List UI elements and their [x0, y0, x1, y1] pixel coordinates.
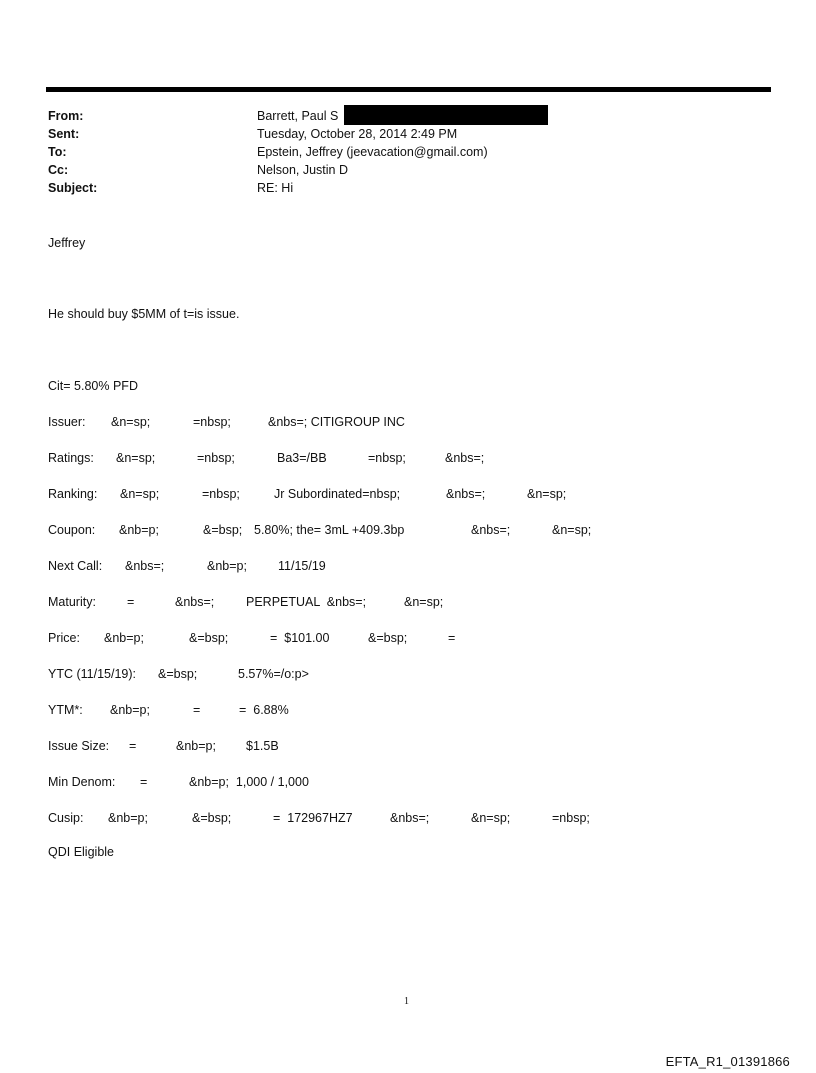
detail-label: Coupon:	[48, 523, 96, 537]
detail-value: =	[140, 775, 148, 789]
qdi-eligible: QDI Eligible	[48, 845, 114, 859]
detail-value: &nb=p;	[119, 523, 159, 537]
detail-value: &nb=p;	[207, 559, 247, 573]
detail-label: Issue Size:	[48, 739, 110, 753]
detail-value: &=bsp;	[192, 811, 232, 825]
detail-label: Maturity:	[48, 595, 96, 609]
detail-value: = 172967HZ7	[273, 811, 353, 825]
sent-value: Tuesday, October 28, 2014 2:49 PM	[257, 127, 458, 141]
detail-value: =	[127, 595, 135, 609]
detail-label: Ratings:	[48, 451, 94, 465]
detail-value: &n=sp;	[471, 811, 511, 825]
cc-value: Nelson, Justin D	[257, 163, 349, 177]
document-id: EFTA_R1_01391866	[665, 1054, 790, 1069]
detail-label: YTC (11/15/19):	[48, 667, 137, 681]
message-text: He should buy $5MM of t=is issue.	[48, 307, 240, 321]
from-value: Barrett, Paul S	[257, 109, 339, 123]
detail-label: Cusip:	[48, 811, 84, 825]
detail-value: 5.80%; the= 3mL +409.3bp	[254, 523, 405, 537]
detail-value: =nbsp;	[368, 451, 406, 465]
detail-value: =nbsp;	[552, 811, 590, 825]
from-label: From:	[48, 109, 84, 123]
detail-value: &=bsp;	[368, 631, 408, 645]
detail-value: &nb=p;	[176, 739, 216, 753]
detail-value: &nbs=;	[175, 595, 215, 609]
detail-value: = $101.00	[270, 631, 330, 645]
detail-label: Min Denom:	[48, 775, 116, 789]
detail-value: &=bsp;	[203, 523, 243, 537]
detail-value: Ba3=/BB	[277, 451, 327, 465]
detail-value: $1.5B	[246, 739, 279, 753]
detail-value: &nb=p; 1,000 / 1,000	[189, 775, 309, 789]
detail-value: &nbs=;	[446, 487, 486, 501]
detail-value: &nbs=;	[125, 559, 165, 573]
detail-value: &nbs=; CITIGROUP INC	[268, 415, 405, 429]
to-value: Epstein, Jeffrey (jeevacation@gmail.com)	[257, 145, 488, 159]
detail-value: =nbsp;	[197, 451, 235, 465]
detail-value: &nb=p;	[104, 631, 144, 645]
detail-value: &n=sp;	[120, 487, 160, 501]
detail-value: =	[448, 631, 456, 645]
detail-value: =nbsp;	[202, 487, 240, 501]
detail-value: Jr Subordinated=nbsp;	[274, 487, 401, 501]
detail-value: &=bsp;	[189, 631, 229, 645]
greeting: Jeffrey	[48, 236, 86, 250]
detail-value: &n=sp;	[527, 487, 567, 501]
detail-value: &n=sp;	[116, 451, 156, 465]
subject-label: Subject:	[48, 181, 98, 195]
detail-label: Price:	[48, 631, 80, 645]
security-title: Cit= 5.80% PFD	[48, 379, 138, 393]
header-rule	[46, 87, 771, 92]
detail-value: 11/15/19	[278, 559, 326, 573]
detail-value: &n=sp;	[552, 523, 592, 537]
detail-value: =	[193, 703, 201, 717]
detail-label: Ranking:	[48, 487, 98, 501]
detail-label: Next Call:	[48, 559, 103, 573]
detail-value: =nbsp;	[193, 415, 231, 429]
detail-value: PERPETUAL &nbs=;	[246, 595, 367, 609]
detail-value: &nbs=;	[445, 451, 485, 465]
subject-value: RE: Hi	[257, 181, 294, 195]
detail-value: &nb=p;	[108, 811, 148, 825]
detail-value: &nb=p;	[110, 703, 150, 717]
detail-value: &=bsp;	[158, 667, 198, 681]
detail-value: &n=sp;	[404, 595, 444, 609]
cc-label: Cc:	[48, 163, 69, 177]
redaction-box	[344, 105, 548, 125]
detail-label: Issuer:	[48, 415, 86, 429]
detail-value: &nbs=;	[471, 523, 511, 537]
detail-value: = 6.88%	[239, 703, 289, 717]
page-number: 1	[404, 996, 409, 1007]
detail-label: YTM*:	[48, 703, 83, 717]
to-label: To:	[48, 145, 67, 159]
sent-label: Sent:	[48, 127, 80, 141]
detail-value: 5.57%=/o:p>	[238, 667, 309, 681]
detail-value: &nbs=;	[390, 811, 430, 825]
detail-value: =	[129, 739, 137, 753]
detail-value: &n=sp;	[111, 415, 151, 429]
